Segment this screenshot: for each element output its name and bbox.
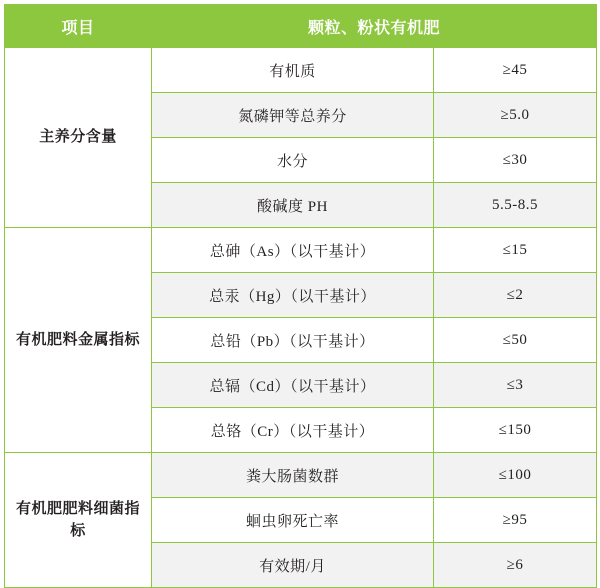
category-cell-metal-indicators: 有机肥料金属指标	[5, 228, 152, 453]
table-row	[5, 48, 597, 93]
item-label: 总铅（Pb）（以干基计）	[152, 318, 434, 363]
item-label: 总铬（Cr）（以干基计）	[152, 408, 434, 453]
item-value: 5.5-8.5	[434, 183, 597, 228]
item-label: 水分	[152, 138, 434, 183]
organic-fertilizer-spec-table	[4, 4, 597, 588]
item-value: ≤100	[434, 453, 597, 498]
item-value: ≤15	[434, 228, 597, 273]
table-body	[5, 5, 597, 588]
item-label: 粪大肠菌数群	[152, 453, 434, 498]
item-value: ≥95	[434, 498, 597, 543]
header-cell-product: 颗粒、粉状有机肥	[152, 5, 597, 48]
item-value: ≤30	[434, 138, 597, 183]
item-label: 蛔虫卵死亡率	[152, 498, 434, 543]
table-header-row	[5, 5, 597, 48]
item-label: 总砷（As）（以干基计）	[152, 228, 434, 273]
item-value: ≤150	[434, 408, 597, 453]
item-value: ≥45	[434, 48, 597, 93]
item-value: ≥6	[434, 543, 597, 588]
table-row	[5, 228, 597, 273]
item-value: ≤2	[434, 273, 597, 318]
category-cell-bacteria-indicators: 有机肥肥料细菌指标	[5, 453, 152, 588]
item-label: 有效期/月	[152, 543, 434, 588]
item-label: 氮磷钾等总养分	[152, 93, 434, 138]
item-label: 有机质	[152, 48, 434, 93]
item-label: 总汞（Hg）（以干基计）	[152, 273, 434, 318]
item-value: ≤50	[434, 318, 597, 363]
table-row	[5, 453, 597, 498]
category-cell-main-nutrients: 主养分含量	[5, 48, 152, 228]
item-value: ≥5.0	[434, 93, 597, 138]
header-cell-category: 项目	[5, 5, 152, 48]
item-value: ≤3	[434, 363, 597, 408]
item-label: 总镉（Cd）（以干基计）	[152, 363, 434, 408]
item-label: 酸碱度 PH	[152, 183, 434, 228]
